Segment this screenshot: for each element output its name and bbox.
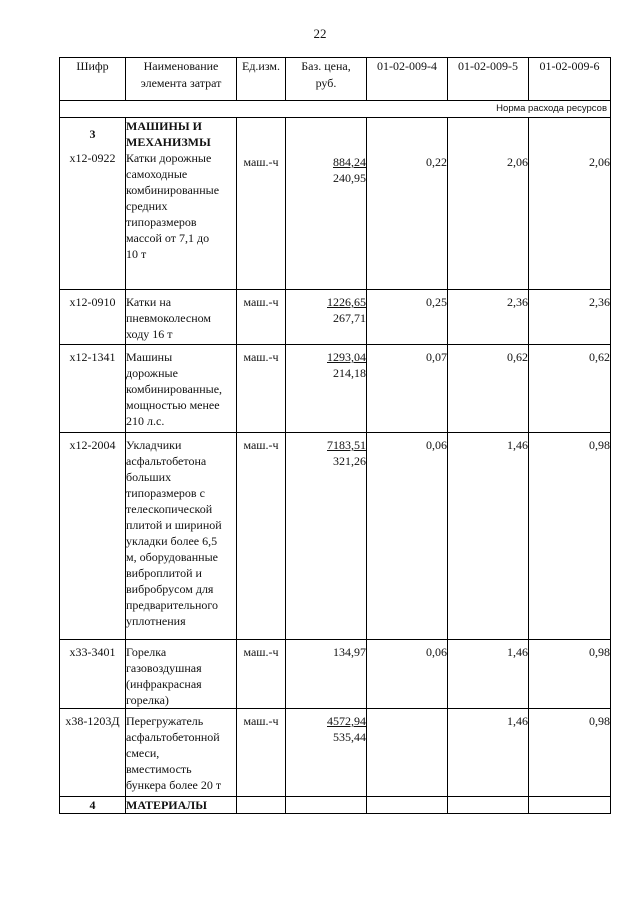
table-row xyxy=(60,640,611,709)
row-name-line: Катки на xyxy=(126,295,172,309)
row-unit: маш.-ч xyxy=(237,709,286,797)
section-title-line2: МЕХАНИЗМЫ xyxy=(126,135,211,149)
row-price-total: 884,24 xyxy=(333,155,366,169)
section-number: 3 xyxy=(89,127,96,141)
table-body xyxy=(60,118,611,814)
row-name-line: 10 т xyxy=(126,247,147,261)
row-price-total: 1226,65 xyxy=(327,295,366,309)
row-code-cell xyxy=(60,433,126,640)
row-name-line: мощностью менее xyxy=(126,398,220,412)
row-name-cell xyxy=(126,290,237,345)
row-code-cell xyxy=(60,345,126,433)
row-price-wage: 535,44 xyxy=(333,730,366,744)
row-norm-3: 0,62 xyxy=(529,345,611,433)
row-name-cell xyxy=(126,709,237,797)
row-norm-2: 2,36 xyxy=(448,290,529,345)
row-price-cell xyxy=(286,709,367,797)
row-norm-2: 1,46 xyxy=(448,709,529,797)
row-name-line: плитой и шириной xyxy=(126,518,222,532)
row-name-line: укладки более 6,5 xyxy=(126,534,218,548)
row-price-cell xyxy=(286,433,367,640)
row-norm-3: 0,98 xyxy=(529,709,611,797)
row-unit: маш.-ч xyxy=(237,433,286,640)
row-name-line: вместимость xyxy=(126,762,192,776)
row-price-cell xyxy=(286,640,367,709)
norm-caption: Норма расхода ресурсов xyxy=(60,101,611,118)
row-norm-3: 2,06 xyxy=(529,118,611,290)
empty-cell xyxy=(367,797,448,814)
header-code: Шифр xyxy=(60,58,126,101)
header-unit: Ед.изм. xyxy=(237,58,286,101)
row-name-line: телескопической xyxy=(126,502,213,516)
row-name-line: типоразмеров xyxy=(126,215,197,229)
row-norm-2: 1,46 xyxy=(448,640,529,709)
row-norm-2: 0,62 xyxy=(448,345,529,433)
row-unit: маш.-ч xyxy=(237,640,286,709)
row-code: х33-3401 xyxy=(69,645,116,659)
header-price-line1: Баз. цена, xyxy=(301,59,351,73)
row-norm-3: 0,98 xyxy=(529,640,611,709)
empty-cell xyxy=(448,797,529,814)
row-price-wage: 267,71 xyxy=(333,311,366,325)
row-name-line: 210 л.с. xyxy=(126,414,165,428)
row-name-line: Перегружатель xyxy=(126,714,204,728)
row-name-line: самоходные xyxy=(126,167,188,181)
row-name-line: предварительного xyxy=(126,598,219,612)
row-name-line: комбинированные, xyxy=(126,382,223,396)
resource-norms-table xyxy=(59,57,611,814)
row-norm-2: 2,06 xyxy=(448,118,529,290)
header-col1: 01-02-009-4 xyxy=(367,58,448,101)
row-norm-1: 0,25 xyxy=(367,290,448,345)
row-name-line: вибробрусом для xyxy=(126,582,214,596)
row-name-line: (инфракрасная xyxy=(126,677,202,691)
row-name-line: уплотнения xyxy=(126,614,186,628)
row-price-cell xyxy=(286,118,367,290)
row-unit: маш.-ч xyxy=(237,290,286,345)
section-title: МАТЕРИАЛЫ xyxy=(126,797,237,814)
row-norm-1: 0,06 xyxy=(367,640,448,709)
row-price-total: 1293,04 xyxy=(327,350,366,364)
row-name-cell xyxy=(126,345,237,433)
page-number: 22 xyxy=(313,26,327,41)
header-name-line2: элемента затрат xyxy=(140,76,222,90)
header-name xyxy=(126,58,237,101)
header-price-line2: руб. xyxy=(315,76,337,90)
row-price-total: 134,97 xyxy=(333,645,366,659)
row-code: х12-1341 xyxy=(69,350,116,364)
row-norm-1 xyxy=(367,709,448,797)
row-name-line: горелка) xyxy=(126,693,169,707)
row-name-line: м, оборудованные xyxy=(126,550,218,564)
row-price-cell xyxy=(286,290,367,345)
row-price-wage: 321,26 xyxy=(333,454,366,468)
section-row xyxy=(60,797,611,814)
row-norm-3: 2,36 xyxy=(529,290,611,345)
row-name-line: бункера более 20 т xyxy=(126,778,222,792)
header-row xyxy=(60,58,611,101)
row-norm-3: 0,98 xyxy=(529,433,611,640)
row-unit: маш.-ч xyxy=(237,345,286,433)
row-code-cell xyxy=(60,118,126,290)
header-name-line1: Наименование xyxy=(143,59,219,73)
row-name-line: массой от 7,1 до xyxy=(126,231,210,245)
row-name-line: асфальтобетона xyxy=(126,454,207,468)
row-name-line: Горелка xyxy=(126,645,167,659)
row-price-wage: 240,95 xyxy=(333,171,366,185)
row-name-line: больших xyxy=(126,470,172,484)
table-row xyxy=(60,118,611,290)
row-norm-2: 1,46 xyxy=(448,433,529,640)
row-norm-1: 0,06 xyxy=(367,433,448,640)
row-name-line: ходу 16 т xyxy=(126,327,173,341)
empty-cell xyxy=(286,797,367,814)
empty-cell xyxy=(529,797,611,814)
row-name-line: средних xyxy=(126,199,168,213)
row-code-cell xyxy=(60,290,126,345)
row-name-line: Машины xyxy=(126,350,173,364)
table-row xyxy=(60,345,611,433)
table-row xyxy=(60,433,611,640)
section-title-line1: МАШИНЫ И xyxy=(126,119,202,133)
row-name-line: виброплитой и xyxy=(126,566,202,580)
row-name-line: Катки дорожные xyxy=(126,151,212,165)
row-name-cell xyxy=(126,118,237,290)
header-col3: 01-02-009-6 xyxy=(529,58,611,101)
row-code-cell xyxy=(60,709,126,797)
row-name-line: асфальтобетонной xyxy=(126,730,220,744)
row-norm-1: 0,22 xyxy=(367,118,448,290)
row-name-line: комбинированные xyxy=(126,183,220,197)
row-name-cell xyxy=(126,640,237,709)
row-price-cell xyxy=(286,345,367,433)
header-price xyxy=(286,58,367,101)
section-number: 4 xyxy=(60,797,126,814)
header-col2: 01-02-009-5 xyxy=(448,58,529,101)
row-norm-1: 0,07 xyxy=(367,345,448,433)
table-row xyxy=(60,709,611,797)
row-name-line: типоразмеров с xyxy=(126,486,205,500)
row-name-line: пневмоколесном xyxy=(126,311,212,325)
row-name-line: газовоздушная xyxy=(126,661,202,675)
row-name-line: Укладчики xyxy=(126,438,182,452)
norm-caption-row xyxy=(60,101,611,118)
row-code: х12-2004 xyxy=(69,438,116,452)
row-code: х12-0922 xyxy=(69,151,116,165)
row-code: х12-0910 xyxy=(69,295,116,309)
empty-cell xyxy=(237,797,286,814)
row-unit: маш.-ч xyxy=(237,118,286,290)
row-name-line: дорожные xyxy=(126,366,178,380)
row-code: х38-1203Д xyxy=(65,714,120,728)
row-name-cell xyxy=(126,433,237,640)
table-row xyxy=(60,290,611,345)
row-price-wage: 214,18 xyxy=(333,366,366,380)
row-price-total: 4572,94 xyxy=(327,714,366,728)
row-name-line: смеси, xyxy=(126,746,160,760)
row-price-total: 7183,51 xyxy=(327,438,366,452)
row-code-cell xyxy=(60,640,126,709)
